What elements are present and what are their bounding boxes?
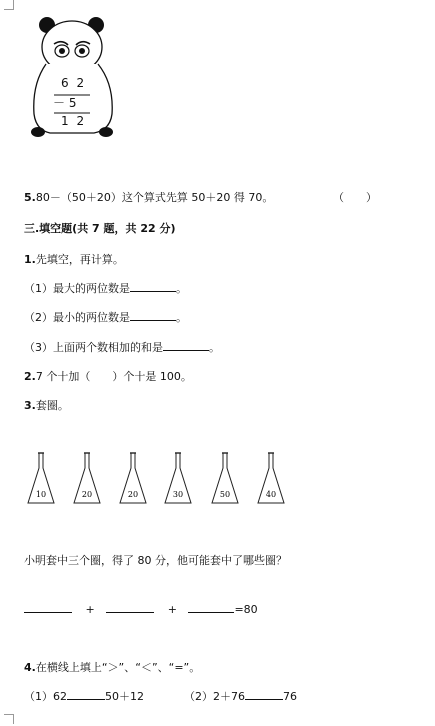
answer-paren[interactable]: （ ） xyxy=(333,191,377,204)
question-number: 4. xyxy=(24,661,36,674)
question-1-item-2 xyxy=(24,309,187,325)
item-end: 。 xyxy=(176,282,187,295)
compare-blank[interactable] xyxy=(245,689,283,700)
flask-2[interactable] xyxy=(74,453,100,503)
item-label: （1）最大的两位数是 xyxy=(24,282,130,295)
answer-blank-2[interactable] xyxy=(106,602,154,613)
part-label: （2）2＋76 xyxy=(184,690,245,703)
flask-5[interactable] xyxy=(212,453,238,503)
flask-score: 40 xyxy=(265,490,277,499)
item-label: （2）最小的两位数是 xyxy=(24,311,130,324)
flask-score: 30 xyxy=(172,490,184,499)
sum-answer-row xyxy=(24,602,258,616)
section-title: 三.填空题(共 7 题，共 22 分) xyxy=(24,222,176,235)
question-1-item-3 xyxy=(24,339,220,355)
question-3-prompt: 小明套中三个圈，得了 80 分，他可能套中了哪些圈？ xyxy=(24,554,287,567)
answer-blank-3[interactable] xyxy=(188,602,234,613)
item-end: 。 xyxy=(209,341,220,354)
compare-blank[interactable] xyxy=(67,689,105,700)
part-rhs: 76 xyxy=(283,690,297,703)
answer-blank[interactable] xyxy=(130,281,176,292)
question-1-item-1 xyxy=(24,280,187,296)
question-4-part-1 xyxy=(24,688,144,704)
question-text: 先填空，再计算。 xyxy=(35,253,124,266)
question-4-part-2 xyxy=(184,688,297,704)
flask-score: 20 xyxy=(81,490,93,499)
question-number: 3. xyxy=(24,399,36,412)
flask-score: 10 xyxy=(35,490,47,499)
flask-score: 20 xyxy=(127,490,139,499)
question-1 xyxy=(24,251,124,267)
ring-toss-flasks xyxy=(0,450,435,510)
answer-blank[interactable] xyxy=(130,310,176,321)
question-text: 套圈。 xyxy=(35,399,69,412)
part-label: （1）62 xyxy=(24,690,67,703)
subtraction-result: 1 2 xyxy=(61,114,87,128)
item-label: （3）上面两个数相加的和是 xyxy=(24,341,163,354)
subtraction-top-number: 6 2 xyxy=(61,76,87,90)
question-number: 2. xyxy=(24,370,36,383)
question-3 xyxy=(24,397,69,413)
flask-3[interactable] xyxy=(120,453,146,503)
answer-blank[interactable] xyxy=(163,340,209,351)
question-number: 5. xyxy=(24,191,36,204)
answer-blank-1[interactable] xyxy=(24,602,72,613)
flask-1[interactable] xyxy=(28,453,54,503)
flask-score: 50 xyxy=(219,490,231,499)
question-text: 80－（50＋20）这个算式先算 50＋20 得 70。 xyxy=(35,191,274,204)
question-text: 在横线上填上“＞”、“＜”、“=”。 xyxy=(35,661,201,674)
corner-mark-top-left xyxy=(4,0,14,10)
plus-sign-2: + xyxy=(167,603,177,616)
subtraction-operator-line: － 5 xyxy=(53,96,77,110)
plus-sign-1: + xyxy=(85,603,95,616)
item-end: 。 xyxy=(176,311,187,324)
flask-6[interactable] xyxy=(258,453,284,503)
part-rhs: 50＋12 xyxy=(105,690,144,703)
question-4 xyxy=(24,659,200,675)
question-5 xyxy=(24,189,273,205)
question-text: 7 个十加（ ）个十是 100。 xyxy=(35,370,192,383)
question-2 xyxy=(24,368,192,384)
equals-80: =80 xyxy=(234,603,258,616)
question-number: 1. xyxy=(24,253,36,266)
corner-mark-bottom-left xyxy=(4,714,14,724)
flask-4[interactable] xyxy=(165,453,191,503)
